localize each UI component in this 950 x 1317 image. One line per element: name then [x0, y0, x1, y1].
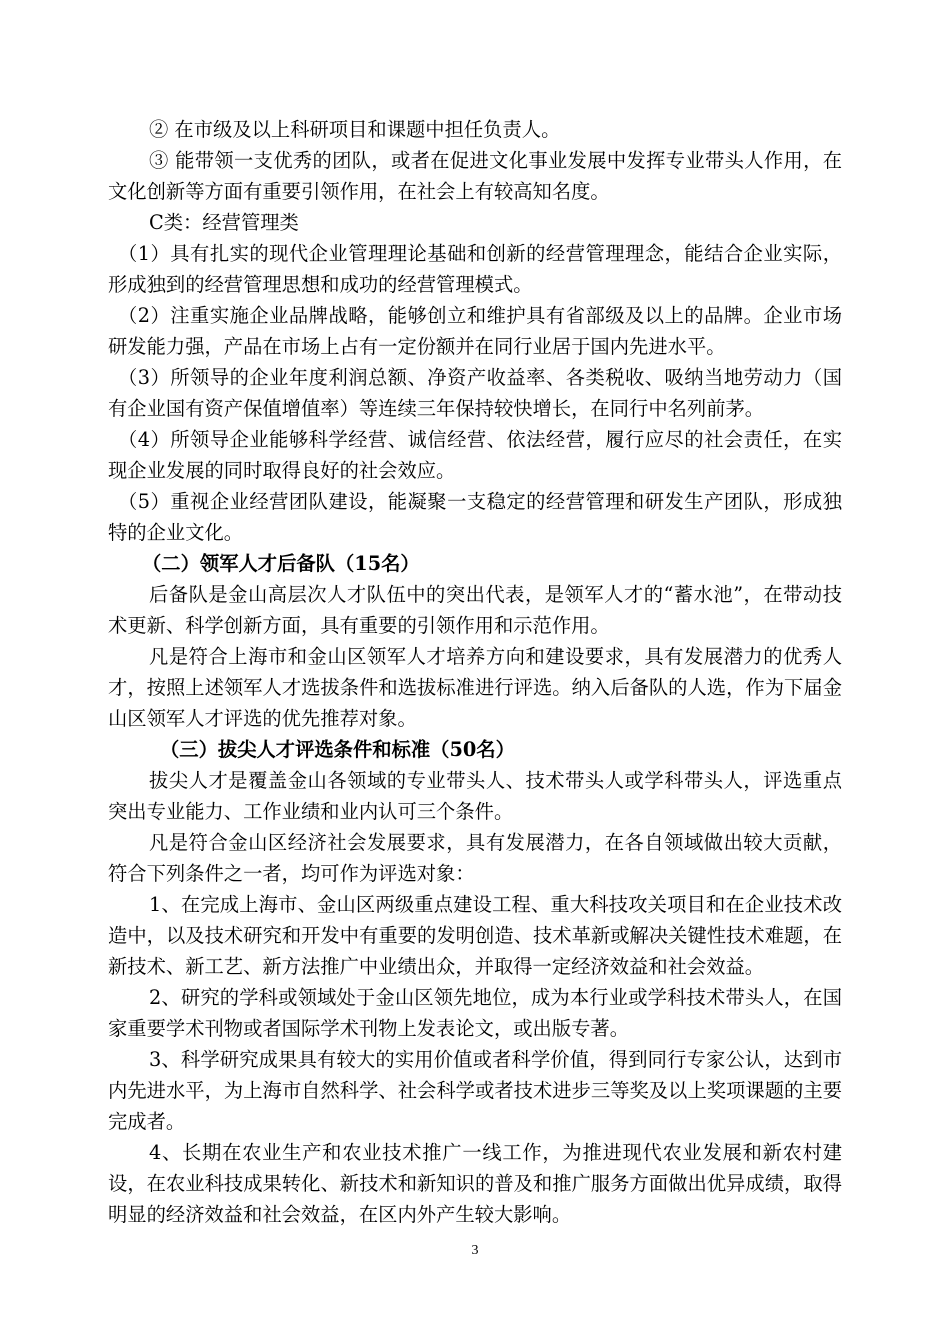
paragraph: ③ 能带领一支优秀的团队，或者在促进文化事业发展中发挥专业带头人作用，在文化创新等方面有重要引领作用，在社会上有较高知名度。 — [108, 149, 842, 204]
page-number: 3 — [471, 1243, 479, 1258]
list-item: 1、在完成上海市、金山区两级重点建设工程、重大科技攻关项目和在企业技术改造中，以及技术研究和开发中有重要的发明创造、技术革新或解决关键性技术难题，在新技术、新工艺、新方法推广中业绩出众，并取得一定经济效益和社会效益。 — [108, 893, 842, 979]
section-label: C类：经营管理类 — [149, 211, 299, 234]
section-heading: （三）拔尖人才评选条件和标准（50名） — [160, 738, 515, 761]
paragraph: ② 在市级及以上科研项目和课题中担任负责人。 — [149, 118, 561, 141]
paragraph: （1）具有扎实的现代企业管理理论基础和创新的经营管理理念，能结合企业实际，形成独到的经营管理思想和成功的经营管理模式。 — [108, 242, 842, 297]
section-heading: （二）领军人才后备队（15名） — [142, 552, 420, 575]
list-item: 4、长期在农业生产和农业技术推广一线工作，为推进现代农业发展和新农村建设，在农业科技成果转化、新技术和新知识的普及和推广服务方面做出优异成绩，取得明显的经济效益和社会效益，在区内外产生较大影响。 — [108, 1141, 842, 1227]
list-item: 2、研究的学科或领域处于金山区领先地位，成为本行业或学科技术带头人，在国家重要学术刊物或者国际学术刊物上发表论文，或出版专著。 — [108, 986, 842, 1041]
paragraph: 拔尖人才是覆盖金山各领域的专业带头人、技术带头人或学科带头人，评选重点突出专业能力、工作业绩和业内认可三个条件。 — [108, 769, 842, 824]
paragraph: （3）所领导的企业年度利润总额、净资产收益率、各类税收、吸纳当地劳动力（国有企业国有资产保值增值率）等连续三年保持较快增长，在同行中名列前茅。 — [108, 366, 842, 421]
list-item: 3、科学研究成果具有较大的实用价值或者科学价值，得到同行专家公认，达到市内先进水平，为上海市自然科学、社会科学或者技术进步三等奖及以上奖项课题的主要完成者。 — [108, 1048, 842, 1134]
paragraph: （2）注重实施企业品牌战略，能够创立和维护具有省部级及以上的品牌。企业市场研发能力强，产品在市场上占有一定份额并在同行业居于国内先进水平。 — [108, 304, 842, 359]
paragraph: （4）所领导企业能够科学经营、诚信经营、依法经营，履行应尽的社会责任，在实现企业发展的同时取得良好的社会效应。 — [108, 428, 842, 483]
paragraph: （5）重视企业经营团队建设，能凝聚一支稳定的经营管理和研发生产团队，形成独特的企业文化。 — [108, 490, 842, 545]
paragraph: 凡是符合上海市和金山区领军人才培养方向和建设要求，具有发展潜力的优秀人才，按照上述领军人才选拔条件和选拔标准进行评选。纳入后备队的人选，作为下届金山区领军人才评选的优先推荐对象。 — [108, 645, 842, 731]
paragraph: 凡是符合金山区经济社会发展要求，具有发展潜力，在各自领域做出较大贡献，符合下列条件之一者，均可作为评选对象： — [108, 831, 842, 886]
paragraph: 后备队是金山高层次人才队伍中的突出代表，是领军人才的“蓄水池”，在带动技术更新、科学创新方面，具有重要的引领作用和示范作用。 — [108, 583, 842, 638]
